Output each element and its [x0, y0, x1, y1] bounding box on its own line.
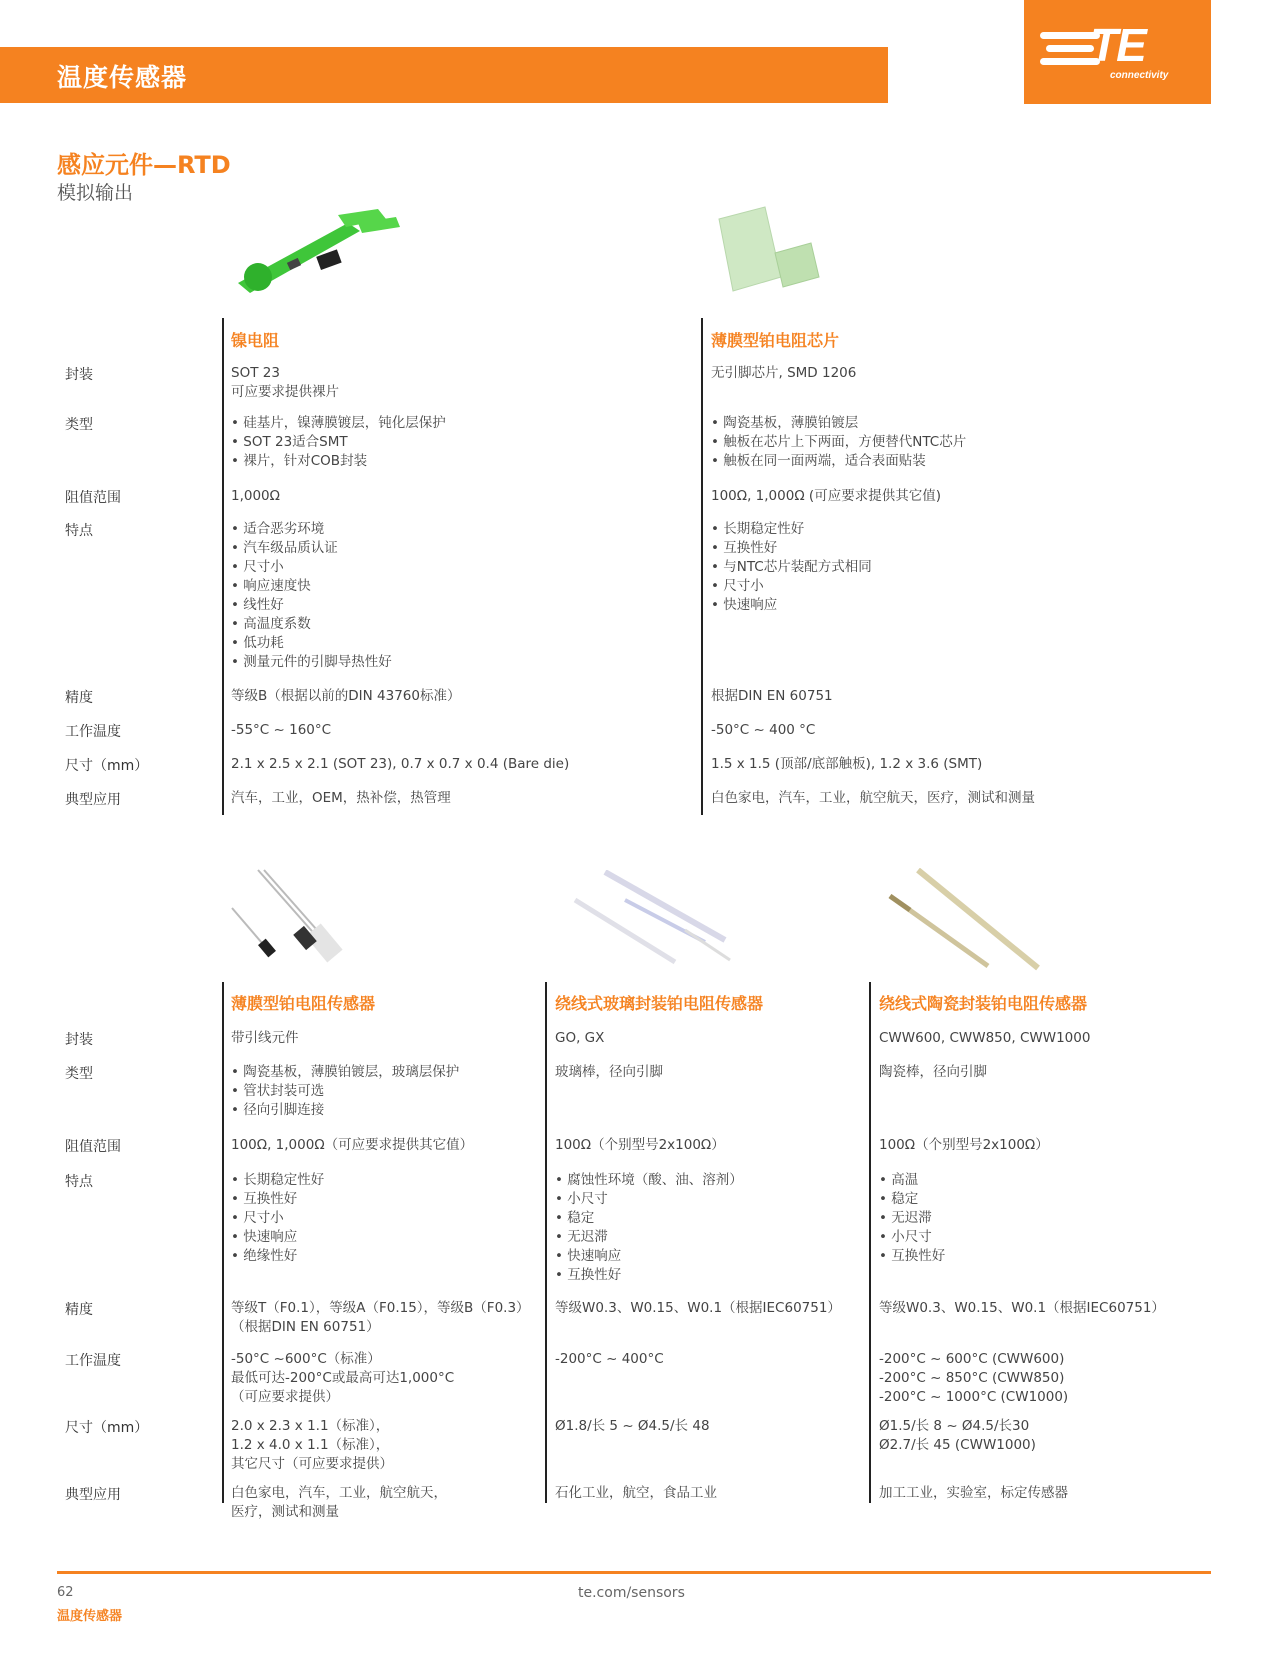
- table1-chip-features: • 长期稳定性好 • 互换性好 • 与NTC芯片装配方式相同 • 尺寸小 • 快速响应: [711, 521, 872, 613]
- table2-thin-film-accuracy: 等级T（F0.1），等级A（F0.15），等级B（F0.3） （根据DIN EN 60751）: [231, 1300, 530, 1335]
- table1-label-accuracy: 精度: [65, 690, 93, 706]
- table2-thin-film-dimensions: 2.0 x 2.3 x 1.1（标准）， 1.2 x 4.0 x 1.1（标准）， 其它尺寸（可应要求提供）: [231, 1418, 393, 1472]
- table1-nickel-accuracy: 等级B（根据以前的DIN 43760标准）: [231, 688, 461, 704]
- table1-chip-resistance: 100Ω, 1,000Ω (可应要求提供其它值): [711, 488, 941, 504]
- table2-label-temperature: 工作温度: [65, 1353, 121, 1369]
- glass-sensor-image: [565, 870, 735, 970]
- table2-ceramic-dimensions: Ø1.5/长 8 ~ Ø4.5/长30 Ø2.7/长 45 (CWW1000): [879, 1418, 1036, 1453]
- table1-nickel-temperature: -55°C ~ 160°C: [231, 722, 332, 738]
- logo-text: TE: [1090, 19, 1145, 71]
- table2-glass-dimensions: Ø1.8/长 5 ~ Ø4.5/长 48: [555, 1418, 710, 1434]
- logo-subtext: connectivity: [1110, 70, 1169, 81]
- table2-ceramic-package: CWW600, CWW850, CWW1000: [879, 1030, 1091, 1046]
- table2-glass-features: • 腐蚀性环境（酸、油、溶剂） • 小尺寸 • 稳定 • 无迟滞 • 快速响应 • 互换性好: [555, 1172, 743, 1283]
- table1-nickel-package: SOT 23 可应要求提供裸片: [231, 365, 339, 400]
- table1-nickel-application: 汽车，工业，OEM，热补偿，热管理: [231, 790, 451, 806]
- table2-ceramic-features: • 高温 • 稳定 • 无迟滞 • 小尺寸 • 互换性好: [879, 1172, 946, 1264]
- table1-label-resistance: 阻值范围: [65, 490, 121, 506]
- footer-divider: [57, 1571, 1211, 1574]
- table1-chip-application: 白色家电，汽车，工业，航空航天，医疗，测试和测量: [711, 790, 1035, 806]
- te-logo: [1024, 0, 1211, 104]
- table1-chip-dimensions: 1.5 x 1.5 (顶部/底部触板), 1.2 x 3.6 (SMT): [711, 756, 983, 772]
- table2-ceramic-accuracy: 等级W0.3、W0.15、W0.1（根据IEC60751）: [879, 1300, 1165, 1316]
- table2-label-package: 封装: [65, 1032, 93, 1048]
- table2-col-header-thin-film: 薄膜型铂电阻传感器: [231, 994, 376, 1013]
- table1-label-application: 典型应用: [65, 792, 121, 808]
- table1-divider-2: [701, 318, 703, 815]
- table1-label-dimensions: 尺寸（mm）: [65, 758, 149, 774]
- section-subtitle: 模拟输出: [57, 182, 134, 204]
- table1-col-header-chip: 薄膜型铂电阻芯片: [711, 331, 840, 350]
- table2-glass-resistance: 100Ω（个别型号2x100Ω）: [555, 1137, 725, 1153]
- footer-category: 温度传感器: [57, 1609, 123, 1624]
- table2-thin-film-type: • 陶瓷基板，薄膜铂镀层，玻璃层保护 • 管状封装可选 • 径向引脚连接: [231, 1064, 460, 1118]
- table2-ceramic-type: 陶瓷棒，径向引脚: [879, 1064, 987, 1080]
- table1-chip-type: • 陶瓷基板，薄膜铂镀层 • 触板在芯片上下两面，方便替代NTC芯片 • 触板在同一面两端，适合表面贴装: [711, 415, 967, 469]
- table1-nickel-dimensions: 2.1 x 2.5 x 2.1 (SOT 23), 0.7 x 0.7 x 0.4 (Bare die): [231, 756, 570, 772]
- table1-chip-package: 无引脚芯片, SMD 1206: [711, 365, 857, 381]
- table2-divider-3: [869, 982, 871, 1503]
- table2-glass-temperature: -200°C ~ 400°C: [555, 1351, 664, 1367]
- page-number: 62: [57, 1585, 74, 1600]
- table2-label-resistance: 阻值范围: [65, 1139, 121, 1155]
- table2-col-header-ceramic: 绕线式陶瓷封装铂电阻传感器: [879, 994, 1088, 1013]
- table2-ceramic-resistance: 100Ω（个别型号2x100Ω）: [879, 1137, 1049, 1153]
- table2-divider-2: [545, 982, 547, 1503]
- table1-nickel-type: • 硅基片，镍薄膜镀层，钝化层保护 • SOT 23适合SMT • 裸片，针对COB封装: [231, 415, 446, 469]
- table1-divider-1: [222, 318, 224, 815]
- section-title: 感应元件—RTD: [57, 151, 231, 179]
- table2-glass-package: GO, GX: [555, 1030, 605, 1046]
- table2-label-type: 类型: [65, 1066, 93, 1082]
- table1-label-package: 封装: [65, 367, 93, 383]
- table2-ceramic-application: 加工工业，实验室，标定传感器: [879, 1485, 1068, 1501]
- table2-label-application: 典型应用: [65, 1487, 121, 1503]
- page-header-title: 温度传感器: [57, 63, 188, 92]
- table2-label-dimensions: 尺寸（mm）: [65, 1420, 149, 1436]
- ceramic-sensor-image: [888, 868, 1058, 973]
- thin-film-sensor-image: [228, 868, 368, 968]
- table1-nickel-features: • 适合恶劣环境 • 汽车级品质认证 • 尺寸小 • 响应速度快 • 线性好 • 高温度系数 • 低功耗 • 测量元件的引脚导热性好: [231, 521, 392, 670]
- table1-label-type: 类型: [65, 417, 93, 433]
- table2-thin-film-package: 带引线元件: [231, 1030, 299, 1046]
- table2-thin-film-temperature: -50°C ~600°C（标准） 最低可达-200°C或最高可达1,000°C （可应要求提供）: [231, 1351, 455, 1405]
- table2-col-header-glass: 绕线式玻璃封装铂电阻传感器: [555, 994, 764, 1013]
- table2-glass-type: 玻璃棒，径向引脚: [555, 1064, 663, 1080]
- footer-url-link[interactable]: te.com/sensors: [578, 1585, 685, 1601]
- nickel-resistor-image: [228, 205, 408, 305]
- table2-glass-application: 石化工业，航空，食品工业: [555, 1485, 717, 1501]
- table1-chip-accuracy: 根据DIN EN 60751: [711, 688, 833, 704]
- table2-glass-accuracy: 等级W0.3、W0.15、W0.1（根据IEC60751）: [555, 1300, 841, 1316]
- table2-thin-film-features: • 长期稳定性好 • 互换性好 • 尺寸小 • 快速响应 • 绝缘性好: [231, 1172, 325, 1264]
- table2-thin-film-application: 白色家电，汽车，工业，航空航天， 医疗，测试和测量: [231, 1485, 447, 1520]
- table1-label-temperature: 工作温度: [65, 724, 121, 740]
- table2-label-features: 特点: [65, 1174, 93, 1190]
- table2-thin-film-resistance: 100Ω, 1,000Ω（可应要求提供其它值）: [231, 1137, 474, 1153]
- table1-nickel-resistance: 1,000Ω: [231, 488, 280, 504]
- table1-col-header-nickel: 镍电阻: [231, 331, 280, 350]
- table1-label-features: 特点: [65, 523, 93, 539]
- thin-film-chip-image: [715, 205, 825, 300]
- table2-divider-1: [222, 982, 224, 1503]
- table2-label-accuracy: 精度: [65, 1302, 93, 1318]
- table1-chip-temperature: -50°C ~ 400 °C: [711, 722, 816, 738]
- table2-ceramic-temperature: -200°C ~ 600°C (CWW600) -200°C ~ 850°C (CWW850) -200°C ~ 1000°C (CW1000): [879, 1351, 1069, 1405]
